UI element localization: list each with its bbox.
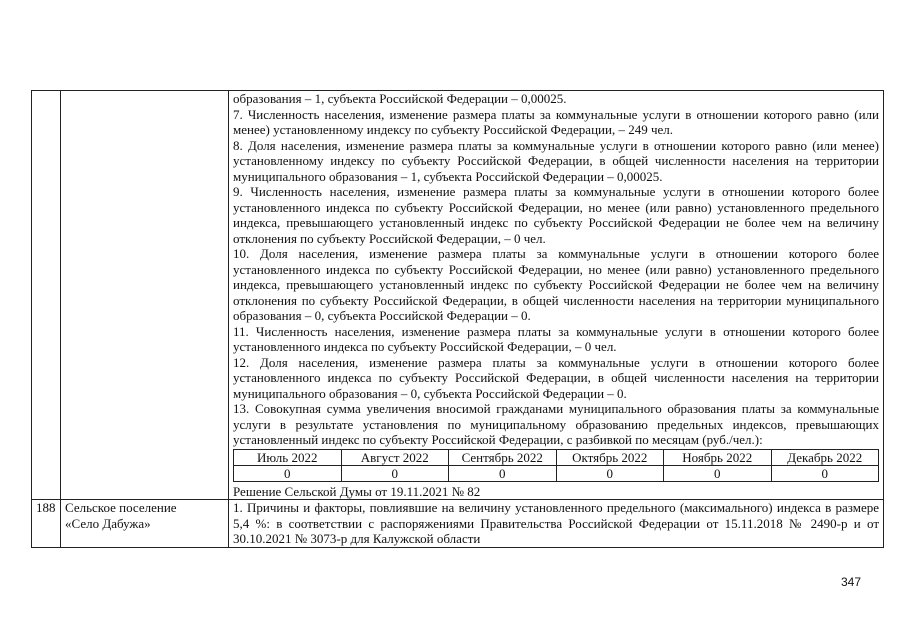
paragraph: 7. Численность населения, изменение размера платы за коммунальные услуги в отношении которого равно (или менее) установленному индексу по субъекту Российской Федерации, – 249 чел. xyxy=(233,106,879,137)
table-row xyxy=(32,91,884,500)
row-name-cell xyxy=(61,91,229,500)
table-row xyxy=(32,500,884,548)
month-header: Август 2022 xyxy=(341,449,449,465)
month-value: 0 xyxy=(556,465,664,481)
month-header: Октябрь 2022 xyxy=(556,449,664,465)
decision-reference: Решение Сельской Думы от 19.11.2021 № 82 xyxy=(233,483,481,499)
row-description-cell xyxy=(229,91,884,500)
monthly-sum-table xyxy=(233,449,879,482)
settlement-name-line: «Село Дабужа» xyxy=(65,515,151,531)
municipal-index-table xyxy=(31,90,884,548)
row-number-cell: 188 xyxy=(32,500,61,548)
month-value: 0 xyxy=(341,465,449,481)
paragraph: 11. Численность населения, изменение размера платы за коммунальные услуги в отношении которого более установленного индекса по субъекту Российской Федерации, – 0 чел. xyxy=(233,323,879,354)
month-value: 0 xyxy=(771,465,879,481)
month-value: 0 xyxy=(234,465,342,481)
page-number: 347 xyxy=(841,575,862,589)
row-name-cell xyxy=(61,500,229,548)
paragraph: 13. Совокупная сумма увеличения вносимой гражданами муниципального образования платы за коммунальные услуги в результате установления по муниципальному образованию предельных индексов, превышающих установленный индекс по субъекту Российской Федерации, с разбивкой по месяцам (руб./чел.): xyxy=(233,401,879,447)
month-header: Ноябрь 2022 xyxy=(664,449,772,465)
paragraph: 9. Численность населения, изменение размера платы за коммунальные услуги в отношении которого более установленного индекса по субъекту Российской Федерации, но менее (или равно) установленного предельного индекса, превышающего установленный индекс по субъекту Российской Федерации не более чем на величину отклонения по субъекту Российской Федерации, – 0 чел. xyxy=(233,184,879,246)
row-number-cell xyxy=(32,91,61,500)
paragraph: 8. Доля населения, изменение размера платы за коммунальные услуги в отношении которого равно (или менее) установленному индексу по субъекту Российской Федерации, в общей численности населения на территории муниципального образования – 1, субъекта Российской Федерации – 0,00025. xyxy=(233,137,879,184)
settlement-name-line: Сельское поселение xyxy=(65,500,177,515)
months-header-row xyxy=(234,449,879,465)
months-value-row xyxy=(234,465,879,481)
month-header: Сентябрь 2022 xyxy=(449,449,557,465)
paragraph: 12. Доля населения, изменение размера платы за коммунальные услуги в отношении которого более установленного индекса по субъекту Российской Федерации, в общей численности населения на территории муниципального образования – 0, субъекта Российской Федерации – 0. xyxy=(233,354,879,401)
paragraph: 10. Доля населения, изменение размера платы за коммунальные услуги в отношении которого более установленного индекса по субъекту Российской Федерации, но менее (или равно) установленного предельного индекса, превышающего установленный индекс по субъекту Российской Федерации не более чем на величину отклонения по субъекту Российской Федерации, в общей численности населения на территории муниципального образования – 0, субъекта Российской Федерации – 0. xyxy=(233,246,879,323)
paragraph: 1. Причины и факторы, повлиявшие на величину установленного предельного (максимального) индекса в размере 5,4 %: в соответствии с распоряжениями Правительства Российской Федерации от 15.11.2018 № 2490-р и от 30.10.2021 № 3073-р для Калужской области xyxy=(233,500,879,546)
month-value: 0 xyxy=(449,465,557,481)
month-header: Июль 2022 xyxy=(234,449,342,465)
month-value: 0 xyxy=(664,465,772,481)
month-header: Декабрь 2022 xyxy=(771,449,879,465)
paragraph: образования – 1, субъекта Российской Федерации – 0,00025. xyxy=(233,91,567,106)
row-description-cell xyxy=(229,500,884,548)
